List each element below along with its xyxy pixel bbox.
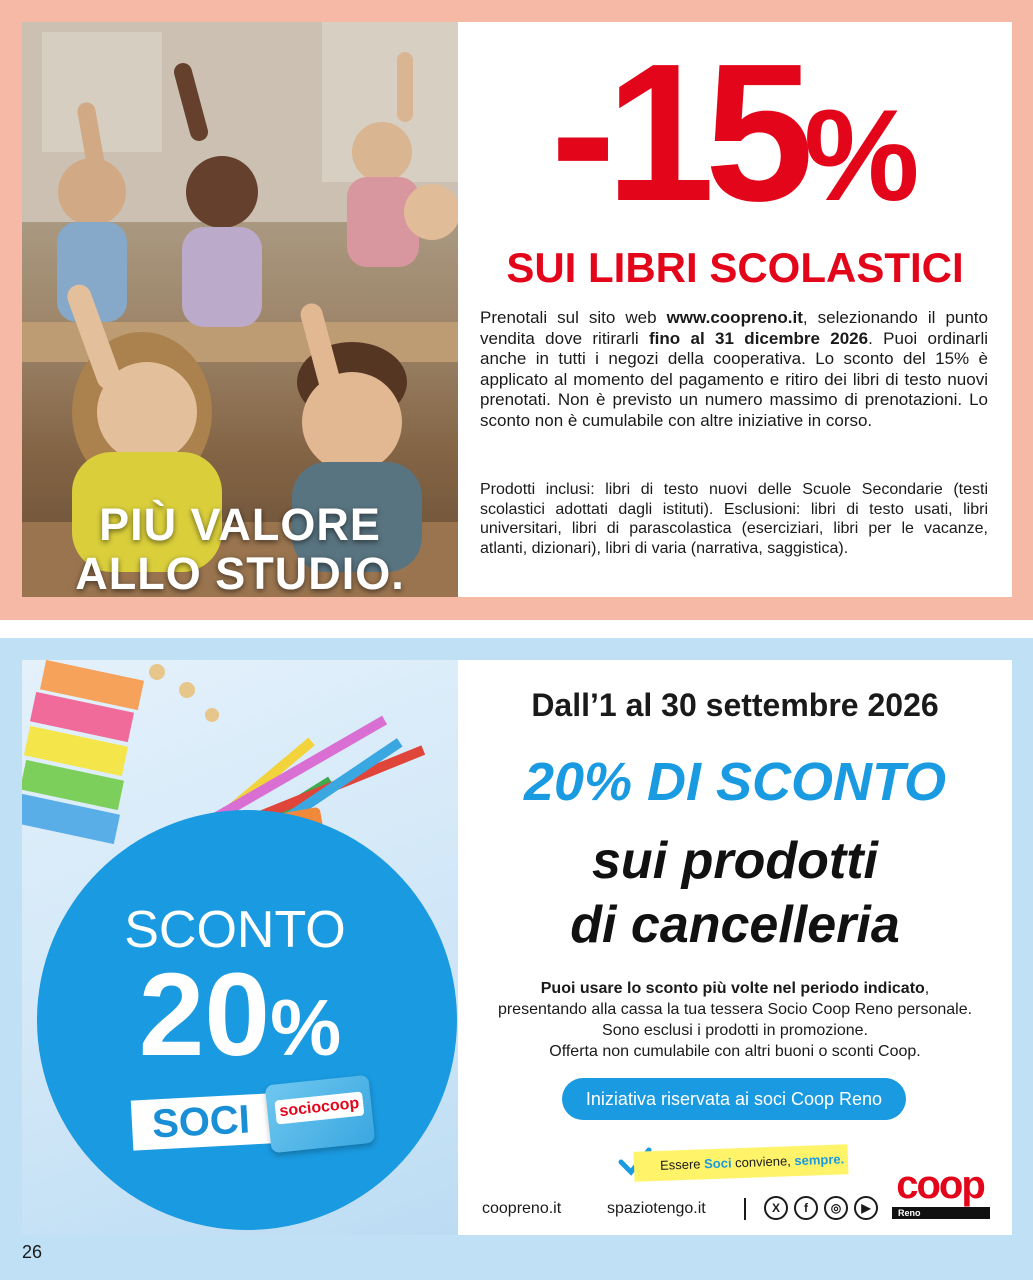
slogan-a: Essere xyxy=(659,1156,705,1173)
coop-reno-logo xyxy=(890,1165,990,1220)
textbook-headline: SUI LIBRI SCOLASTICI xyxy=(506,244,964,291)
socio-coop-card xyxy=(265,1075,376,1153)
offer-conditions xyxy=(458,978,1012,1062)
conditions-line1 xyxy=(458,978,1012,999)
members-only-button[interactable]: Iniziativa riservata ai soci Coop Reno xyxy=(562,1078,906,1120)
stationery-offer-panel xyxy=(458,660,1012,1235)
circle-sconto-label: SCONTO xyxy=(124,901,346,959)
soci-badge: SOCI xyxy=(131,1093,271,1150)
website-link[interactable]: www.coopreno.it xyxy=(666,308,803,327)
coop-logo-sub: Reno xyxy=(892,1207,990,1219)
instagram-icon[interactable]: ◎ xyxy=(824,1196,848,1220)
coopreno-link[interactable]: coopreno.it xyxy=(482,1200,562,1217)
conditions-comma: , xyxy=(924,980,930,997)
conditions-bold: Puoi usare lo sconto più volte nel periodo indicato xyxy=(540,980,925,997)
spaziotengo-link[interactable]: spaziotengo.it xyxy=(607,1200,706,1217)
classroom-photo xyxy=(22,22,458,597)
sociocoop-logo: sociocoop xyxy=(274,1091,364,1124)
circle-discount-value xyxy=(105,950,375,1093)
slogan-c: conviene, xyxy=(731,1153,795,1171)
stationery-headline-line1: sui prodotti xyxy=(592,832,878,890)
footer-separator xyxy=(744,1198,746,1220)
discount-headline xyxy=(458,23,1012,260)
photo-caption-line1: PIÙ VALORE xyxy=(99,499,381,550)
booking-text-b: , selezionando il punto vendita dove ritirarli xyxy=(480,308,988,348)
slogan-banner xyxy=(634,1144,849,1181)
conditions-line3: Sono esclusi i prodotti in promozione. xyxy=(602,1022,868,1039)
products-included-description: Prodotti inclusi: libri di testo nuovi delle Scuole Secondarie (testi scolastici adottati dagli istituti). Esclusioni: libri di testo usati, libri universitari, libri di parascolastica (eserciziari, libri per le vacanze, atlanti, dizionari), libri di varia (narrativa, saggistica). xyxy=(480,481,988,557)
discount-percent-symbol: % xyxy=(803,82,920,228)
booking-text-a: Prenotali sul sito web xyxy=(480,308,667,327)
deadline: fino al 31 dicembre 2026 xyxy=(649,328,869,348)
offer-dates: Dall’1 al 30 settembre 2026 xyxy=(531,687,939,723)
page-number: 26 xyxy=(22,1242,43,1262)
facebook-icon[interactable]: f xyxy=(794,1196,818,1220)
circle-value-number: 20 xyxy=(138,949,271,1081)
slogan-b: Soci xyxy=(703,1155,732,1172)
booking-text-c: . Puoi ordinarli anche in tutti i negozi della cooperativa. Lo sconto del 15% è applicato al momento del pagamento e ritiro dei libri di testo nuovi prenotati. Non è previsto un numero massimo di prenotazioni. Lo sconto non è cumulabile con altre iniziative in corso. xyxy=(480,328,989,430)
youtube-icon[interactable]: ▶ xyxy=(854,1196,878,1220)
stationery-discount-headline: 20% DI SCONTO xyxy=(523,752,947,812)
photo-caption-line2: ALLO STUDIO. xyxy=(75,548,405,597)
coop-logo-word: coop xyxy=(896,1163,984,1207)
photo-caption xyxy=(22,500,458,597)
textbook-offer-panel xyxy=(458,22,1012,597)
slogan-d: sempre. xyxy=(794,1151,845,1169)
discount-value: -15 xyxy=(550,23,804,242)
stationery-headline-line2: di cancelleria xyxy=(570,896,900,954)
conditions-line4: Offerta non cumulabile con altri buoni o sconti Coop. xyxy=(549,1043,921,1060)
x-icon[interactable]: X xyxy=(764,1196,788,1220)
circle-percent-symbol: % xyxy=(270,983,342,1072)
conditions-line2: presentando alla cassa la tua tessera Socio Coop Reno personale. xyxy=(497,1001,973,1018)
booking-description xyxy=(480,308,988,431)
